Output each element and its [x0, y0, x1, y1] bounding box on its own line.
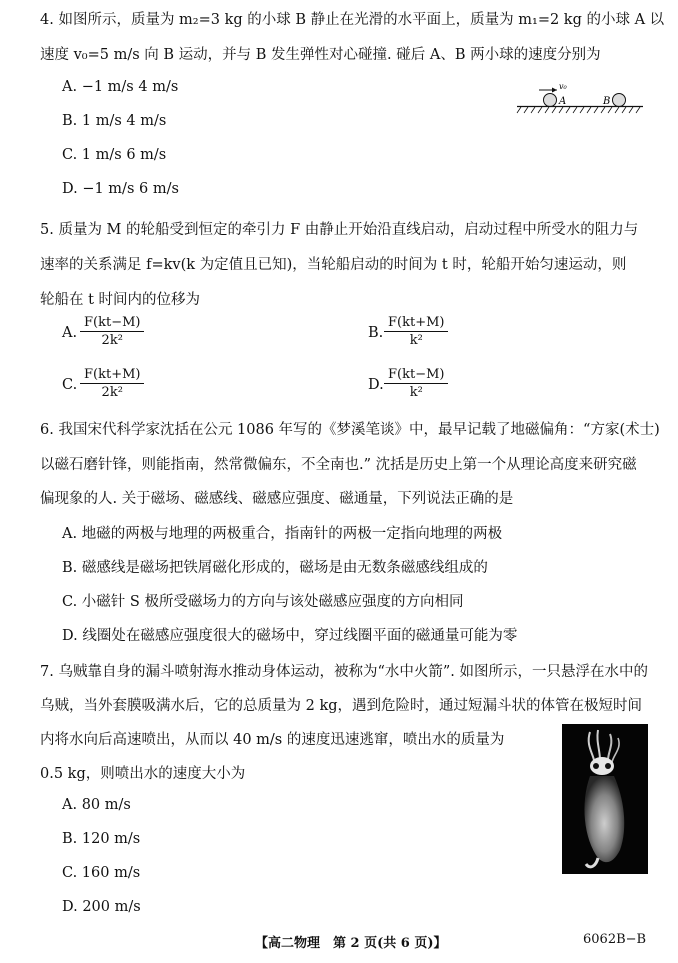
footer-paper-code: 6062B−B — [583, 932, 647, 947]
q4-stem-line-2: 速度 v₀=5 m/s 向 B 运动，并与 B 发生弹性对心碰撞. 碰后 A、B 两小球的速度分别为 — [40, 47, 601, 63]
q7-option-c: C. 160 m/s — [62, 865, 141, 881]
q5-option-a-denominator: 2k² — [101, 333, 123, 348]
q6-option-b: B. 磁感线是磁场把铁屑磁化形成的，磁场是由无数条磁感线组成的 — [62, 560, 488, 576]
q5-stem-line-3: 轮船在 t 时间内的位移为 — [40, 292, 201, 308]
q5-option-c-denominator: 2k² — [101, 385, 123, 400]
q5-option-d-label: D. — [368, 377, 384, 393]
q5-option-c-fraction — [80, 367, 144, 400]
q7-option-d: D. 200 m/s — [62, 899, 141, 915]
q6-option-a: A. 地磁的两极与地理的两极重合，指南针的两极一定指向地理的两极 — [62, 526, 503, 542]
q5-option-b-fraction — [384, 315, 448, 348]
q6-option-c: C. 小磁针 S 极所受磁场力的方向与该处磁感应强度的方向相同 — [62, 594, 464, 610]
velocity-label: v₀ — [559, 82, 567, 91]
q5-option-d-numerator: F(kt−M) — [384, 367, 448, 384]
q5-option-c-label: C. — [62, 377, 78, 393]
q5-stem-line-1: 5. 质量为 M 的轮船受到恒定的牵引力 F 由静止开始沿直线启动，启动过程中所受水的阻力与 — [40, 222, 639, 238]
q6-stem-line-3: 偏现象的人. 关于磁场、磁感线、磁感应强度、磁通量，下列说法正确的是 — [40, 491, 514, 507]
collision-figure — [515, 82, 645, 116]
q5-option-d-denominator: k² — [409, 385, 423, 400]
footer-page-info: 【高二物理 第 2 页(共 6 页)】 — [255, 936, 447, 951]
q5-option-a-fraction — [80, 315, 144, 348]
q5-option-b-numerator: F(kt+M) — [384, 315, 448, 332]
q4-option-d: D. −1 m/s 6 m/s — [62, 181, 179, 197]
squid-photo — [562, 724, 648, 874]
q5-option-c-numerator: F(kt+M) — [80, 367, 144, 384]
q6-stem-line-1: 6. 我国宋代科学家沈括在公元 1086 年写的《梦溪笔谈》中，最早记载了地磁偏角：“方家(术士) — [40, 422, 660, 438]
q7-stem-line-1: 7. 乌贼靠自身的漏斗喷射海水推动身体运动，被称为“水中火箭”. 如图所示，一只悬浮在水中的 — [40, 664, 648, 680]
q5-option-a-numerator: F(kt−M) — [80, 315, 144, 332]
ground-hatching — [517, 107, 640, 113]
q4-option-a: A. −1 m/s 4 m/s — [62, 79, 179, 95]
q6-stem-line-2: 以磁石磨针锋，则能指南，然常微偏东，不全南也.” 沈括是历史上第一个从理论高度来研究磁 — [40, 457, 637, 473]
ball-a-label: A — [559, 96, 567, 107]
q7-stem-line-4: 0.5 kg，则喷出水的速度大小为 — [40, 766, 246, 782]
q5-option-d-fraction — [384, 367, 448, 400]
q5-option-a-label: A. — [62, 325, 78, 341]
q7-stem-line-2: 乌贼，当外套膜吸满水后，它的总质量为 2 kg，遇到危险时，通过短漏斗状的体管在极短时间 — [40, 698, 643, 714]
q4-option-c: C. 1 m/s 6 m/s — [62, 147, 167, 163]
q6-option-d: D. 线圈处在磁感应强度很大的磁场中，穿过线圈平面的磁通量可能为零 — [62, 628, 518, 644]
ball-b-label: B — [603, 96, 611, 107]
q4-option-b: B. 1 m/s 4 m/s — [62, 113, 167, 129]
q5-option-b-denominator: k² — [409, 333, 423, 348]
ball-b — [613, 94, 626, 107]
q4-stem-line-1: 4. 如图所示，质量为 m₂=3 kg 的小球 B 静止在光滑的水平面上，质量为 m₁=2 kg 的小球 A 以 — [40, 12, 665, 28]
ball-a — [544, 94, 557, 107]
q5-option-b-label: B. — [368, 325, 384, 341]
q5-stem-line-2: 速率的关系满足 f=kv(k 为定值且已知)，当轮船启动的时间为 t 时，轮船开始匀速运动，则 — [40, 257, 627, 273]
q7-option-b: B. 120 m/s — [62, 831, 141, 847]
q7-stem-line-3: 内将水向后高速喷出，从而以 40 m/s 的速度迅速逃窜，喷出水的质量为 — [40, 732, 505, 748]
q7-option-a: A. 80 m/s — [62, 797, 131, 813]
